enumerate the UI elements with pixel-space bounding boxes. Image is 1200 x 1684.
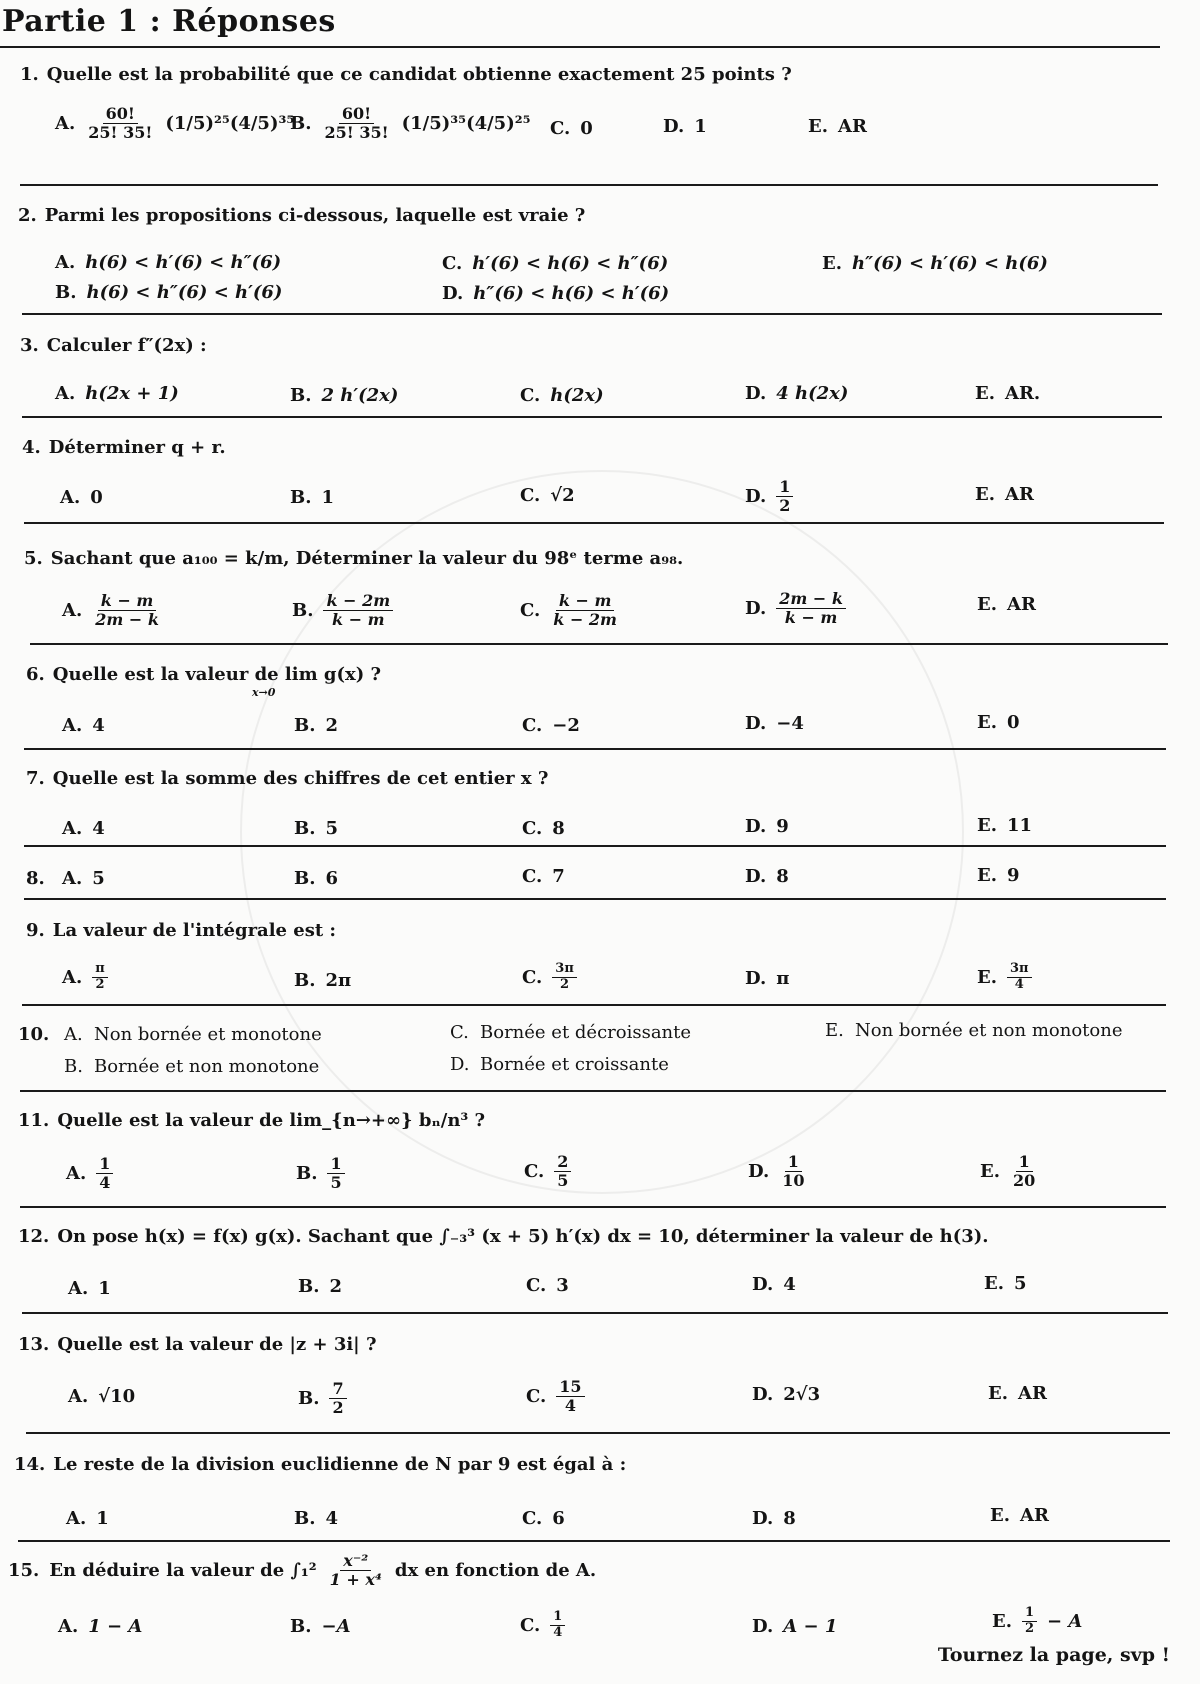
q5-option-d[interactable]: D. $\frac{2m - k}{k - m}$ bbox=[745, 590, 846, 628]
q10-option-b[interactable]: B. Bornée et non monotone bbox=[64, 1056, 320, 1077]
q15-option-c[interactable]: C. $\frac{1}{4}$ bbox=[520, 1610, 565, 1641]
q15-c-fraction: $\frac{1}{4}$ bbox=[550, 1610, 565, 1641]
q9-option-e[interactable]: E. $\frac{3\pi}{4}$ bbox=[977, 962, 1032, 993]
q11-option-b[interactable]: B. $\frac{1}{5}$ bbox=[296, 1155, 345, 1193]
q14-option-a[interactable]: A. 1 bbox=[66, 1508, 109, 1529]
q10-option-a[interactable]: A. Non bornée et monotone bbox=[64, 1024, 322, 1045]
q10-option-d[interactable]: D. Bornée et croissante bbox=[450, 1054, 669, 1075]
q15-option-d[interactable]: D. A − 1 bbox=[752, 1616, 838, 1637]
q5-d-fraction: $\frac{2m - k}{k - m}$ bbox=[776, 590, 846, 628]
q4-option-b[interactable]: B. 1 bbox=[290, 487, 335, 508]
q9-option-c[interactable]: C. $\frac{3\pi}{2}$ bbox=[522, 962, 577, 993]
q7-option-d[interactable]: D. 9 bbox=[745, 816, 789, 837]
divider bbox=[24, 845, 1166, 847]
q1-b-fraction: $\frac{60!}{25! 35!}$ bbox=[324, 104, 389, 143]
q13-option-c[interactable]: C. $\frac{15}{4}$ bbox=[526, 1378, 585, 1416]
q1-option-a[interactable]: A. $\frac{60!}{25! 35!}$ (1/5)²⁵(4/5)³⁵ bbox=[55, 104, 295, 143]
q12-option-e[interactable]: E. 5 bbox=[984, 1273, 1027, 1294]
q14-option-b[interactable]: B. 4 bbox=[294, 1508, 339, 1529]
q11-b-fraction: $\frac{1}{5}$ bbox=[327, 1155, 344, 1193]
q4-option-a[interactable]: A. 0 bbox=[60, 487, 103, 508]
divider bbox=[20, 184, 1158, 186]
q9-option-a[interactable]: A. $\frac{\pi}{2}$ bbox=[62, 962, 108, 993]
q11-a-fraction: $\frac{1}{4}$ bbox=[96, 1155, 113, 1193]
q11-option-c[interactable]: C. $\frac{2}{5}$ bbox=[524, 1153, 571, 1191]
q15-integrand-fraction: $\frac{\text{x⁻²}}{\text{1 + x⁴}}$ bbox=[329, 1551, 382, 1590]
q5-option-a[interactable]: A. $\frac{k - m}{2m - k}$ bbox=[62, 592, 162, 630]
q12-option-a[interactable]: A. 1 bbox=[68, 1278, 111, 1299]
q11-d-fraction: $\frac{1}{10}$ bbox=[782, 1152, 805, 1191]
q7-option-b[interactable]: B. 5 bbox=[294, 818, 339, 839]
divider bbox=[24, 522, 1164, 524]
q8-option-c[interactable]: C. 7 bbox=[522, 866, 565, 887]
q13-c-fraction: $\frac{15}{4}$ bbox=[556, 1378, 584, 1416]
q15-option-a[interactable]: A. 1 − A bbox=[58, 1616, 143, 1637]
divider bbox=[20, 1090, 1166, 1092]
question-11: 11. Quelle est la valeur de lim_{n→+∞} bₙ/n³ ? bbox=[18, 1110, 486, 1131]
divider bbox=[30, 643, 1168, 645]
q7-option-e[interactable]: E. 11 bbox=[977, 815, 1033, 836]
q14-option-d[interactable]: D. 8 bbox=[752, 1508, 796, 1529]
q1-option-b[interactable]: B. $\frac{60!}{25! 35!}$ (1/5)³⁵(4/5)²⁵ bbox=[290, 104, 531, 143]
q9-a-fraction: $\frac{\pi}{2}$ bbox=[92, 962, 108, 993]
divider bbox=[18, 1540, 1170, 1542]
q1-option-c[interactable]: C. 0 bbox=[550, 118, 593, 139]
watermark-seal bbox=[240, 470, 964, 1194]
question-10: 10. bbox=[18, 1024, 50, 1045]
q6-option-e[interactable]: E. 0 bbox=[977, 712, 1020, 733]
q8-option-b[interactable]: B. 6 bbox=[294, 868, 339, 889]
page-title: Partie 1 : Réponses bbox=[2, 4, 336, 39]
q9-e-fraction: $\frac{3\pi}{4}$ bbox=[1007, 962, 1032, 993]
question-7: 7. Quelle est la somme des chiffres de cet entier x ? bbox=[26, 768, 549, 789]
q9-c-fraction: $\frac{3\pi}{2}$ bbox=[552, 962, 577, 993]
divider bbox=[22, 1004, 1166, 1006]
q3-option-c[interactable]: C. h(2x) bbox=[520, 385, 604, 406]
q11-option-d[interactable]: D. $\frac{1}{10}$ bbox=[748, 1153, 808, 1191]
divider bbox=[22, 416, 1162, 418]
q6-limit-subscript: x→0 bbox=[252, 686, 276, 699]
q3-option-b[interactable]: B. 2 h′(2x) bbox=[290, 385, 399, 406]
q4-option-e[interactable]: E. AR bbox=[975, 484, 1034, 505]
q9-option-d[interactable]: D. π bbox=[745, 968, 790, 989]
q6-option-b[interactable]: B. 2 bbox=[294, 715, 339, 736]
q7-option-a[interactable]: A. 4 bbox=[62, 818, 105, 839]
q5-option-e[interactable]: E. AR bbox=[977, 594, 1036, 615]
q15-e-fraction: $\frac{1}{2}$ bbox=[1022, 1606, 1037, 1637]
q13-b-fraction: $\frac{7}{2}$ bbox=[329, 1380, 346, 1418]
q3-option-d[interactable]: D. 4 h(2x) bbox=[745, 383, 849, 404]
q15-option-e[interactable]: E. $\frac{1}{2}$ − A bbox=[992, 1605, 1083, 1636]
divider bbox=[20, 1206, 1166, 1208]
q9-option-b[interactable]: B. 2π bbox=[294, 970, 352, 991]
question-6: 6. Quelle est la valeur de lim g(x) ? bbox=[26, 664, 382, 685]
q15-option-b[interactable]: B. −A bbox=[290, 1616, 351, 1637]
q12-option-b[interactable]: B. 2 bbox=[298, 1276, 343, 1297]
q5-a-fraction: $\frac{k - m}{2m - k}$ bbox=[95, 591, 159, 630]
q14-option-c[interactable]: C. 6 bbox=[522, 1508, 565, 1529]
q10-option-e[interactable]: E. Non bornée et non monotone bbox=[825, 1020, 1123, 1041]
q2-option-c[interactable]: C. h′(6) < h(6) < h″(6) bbox=[442, 253, 669, 274]
q5-b-fraction: $\frac{k - 2m}{k - m}$ bbox=[323, 592, 393, 630]
divider bbox=[24, 748, 1166, 750]
q3-option-a[interactable]: A. h(2x + 1) bbox=[55, 383, 179, 404]
divider bbox=[24, 898, 1166, 900]
q6-option-c[interactable]: C. −2 bbox=[522, 715, 580, 736]
q3-option-e[interactable]: E. AR. bbox=[975, 383, 1041, 404]
q5-c-fraction: $\frac{k - m}{k - 2m}$ bbox=[553, 591, 617, 630]
q2-option-b[interactable]: B. h(6) < h″(6) < h′(6) bbox=[55, 282, 283, 303]
question-4: 4. Déterminer q + r. bbox=[22, 437, 226, 458]
question-5: 5. Sachant que a₁₀₀ = k/m, Déterminer la valeur du 98ᵉ terme a₉₈. bbox=[24, 548, 684, 569]
question-12: 12. On pose h(x) = f(x) g(x). Sachant que ∫₋₃³ (x + 5) h′(x) dx = 10, déterminer la valeur de h(3). bbox=[18, 1226, 989, 1247]
q6-option-d[interactable]: D. −4 bbox=[745, 713, 804, 734]
divider bbox=[26, 1432, 1170, 1434]
question-13: 13. Quelle est la valeur de |z + 3i| ? bbox=[18, 1334, 377, 1355]
q7-option-c[interactable]: C. 8 bbox=[522, 818, 565, 839]
question-8: 8. bbox=[26, 868, 45, 889]
q11-c-fraction: $\frac{2}{5}$ bbox=[554, 1153, 571, 1191]
q11-option-e[interactable]: E. $\frac{1}{20}$ bbox=[980, 1153, 1038, 1191]
q1-option-e[interactable]: E. AR bbox=[808, 116, 867, 137]
title-divider bbox=[0, 46, 1160, 48]
q8-option-a[interactable]: A. 5 bbox=[62, 868, 105, 889]
q2-option-d[interactable]: D. h″(6) < h(6) < h′(6) bbox=[442, 283, 670, 304]
question-9: 9. La valeur de l'intégrale est : bbox=[26, 920, 337, 941]
divider bbox=[22, 313, 1162, 315]
q4-option-c[interactable]: C. √2 bbox=[520, 485, 575, 506]
turn-page-note: Tournez la page, svp ! bbox=[937, 1644, 1170, 1666]
q8-option-d[interactable]: D. 8 bbox=[745, 866, 789, 887]
q5-option-b[interactable]: B. $\frac{k - 2m}{k - m}$ bbox=[292, 592, 393, 630]
q12-option-d[interactable]: D. 4 bbox=[752, 1274, 796, 1295]
q13-option-e[interactable]: E. AR bbox=[988, 1383, 1047, 1404]
question-1: 1. Quelle est la probabilité que ce candidat obtienne exactement 25 points ? bbox=[20, 64, 792, 85]
q6-option-a[interactable]: A. 4 bbox=[62, 715, 105, 736]
q2-option-a[interactable]: A. h(6) < h′(6) < h″(6) bbox=[55, 252, 282, 273]
question-2: 2. Parmi les propositions ci-dessous, laquelle est vraie ? bbox=[18, 205, 586, 226]
q2-option-e[interactable]: E. h″(6) < h′(6) < h(6) bbox=[822, 253, 1048, 274]
question-15: 15. En déduire la valeur de ∫₁² $\frac{\text{x⁻²}}{\text{1 + x⁴}}$ dx en fonction de A. bbox=[8, 1551, 597, 1590]
q14-option-e[interactable]: E. AR bbox=[990, 1505, 1049, 1526]
q1-a-fraction: $\frac{60!}{25! 35!}$ bbox=[88, 104, 153, 143]
question-3: 3. Calculer f″(2x) : bbox=[20, 335, 207, 356]
q11-e-fraction: $\frac{1}{20}$ bbox=[1013, 1152, 1036, 1191]
q12-option-c[interactable]: C. 3 bbox=[526, 1275, 569, 1296]
q4-d-fraction: $\frac{1}{2}$ bbox=[776, 478, 793, 516]
q13-option-a[interactable]: A. √10 bbox=[68, 1386, 136, 1407]
q13-option-b[interactable]: B. $\frac{7}{2}$ bbox=[298, 1380, 347, 1418]
divider bbox=[22, 1312, 1168, 1314]
question-14: 14. Le reste de la division euclidienne de N par 9 est égal à : bbox=[14, 1454, 627, 1475]
q13-option-d[interactable]: D. 2√3 bbox=[752, 1384, 821, 1405]
q5-option-c[interactable]: C. $\frac{k - m}{k - 2m}$ bbox=[520, 592, 620, 630]
q8-option-e[interactable]: E. 9 bbox=[977, 865, 1020, 886]
q1-option-d[interactable]: D. 1 bbox=[663, 116, 707, 137]
q10-option-c[interactable]: C. Bornée et décroissante bbox=[450, 1022, 692, 1043]
q4-option-d[interactable]: D. $\frac{1}{2}$ bbox=[745, 478, 793, 516]
q11-option-a[interactable]: A. $\frac{1}{4}$ bbox=[66, 1155, 113, 1193]
